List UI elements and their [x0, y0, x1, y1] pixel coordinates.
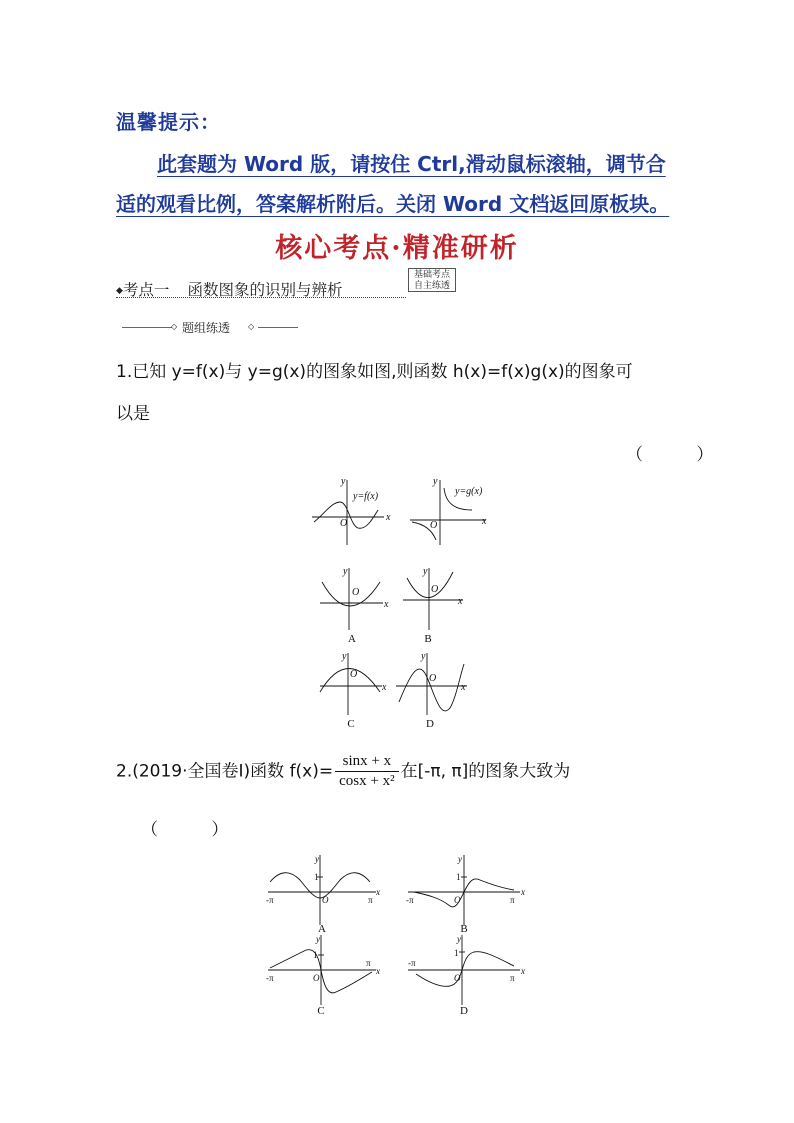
- q2-axis-x: x: [521, 887, 525, 897]
- q1-axis-x: x: [482, 516, 487, 527]
- q1-axis-x: x: [386, 512, 391, 523]
- q1-axis-x: x: [382, 682, 387, 693]
- q1-line-2: 以是: [116, 404, 150, 424]
- q1-axis-y: y: [421, 651, 426, 662]
- q2-one: 1: [454, 948, 459, 958]
- q2-figure: [258, 850, 538, 1020]
- q2-neg-pi: -π: [406, 895, 414, 905]
- badge: [408, 268, 456, 292]
- q1-option-b: B: [424, 633, 432, 645]
- section-title: 核心考点·精准研析: [275, 233, 519, 264]
- q2-option-c: C: [317, 1005, 325, 1017]
- kaodian-title: 函数图象的识别与辨析: [187, 281, 343, 299]
- q1-g-label: y=g(x): [455, 486, 483, 497]
- diamond-icon: ◇: [248, 322, 255, 331]
- q1-figure: [300, 470, 510, 740]
- q1-origin: O: [430, 520, 438, 531]
- diamond-icon: ◆: [116, 286, 123, 296]
- q2-axis-y: y: [457, 934, 461, 944]
- q2-axis-x: x: [376, 887, 380, 897]
- badge-line-1: 基础考点: [413, 270, 450, 280]
- q2-axis-y: y: [315, 854, 319, 864]
- q2-one: 1: [456, 872, 461, 882]
- q2-axis-y: y: [316, 934, 320, 944]
- subhead: 题组练透: [182, 321, 231, 335]
- q1-axis-y: y: [423, 566, 428, 577]
- q2-option-b: B: [460, 923, 468, 935]
- q2-origin: O: [454, 895, 461, 905]
- q1-axis-y: y: [433, 476, 438, 487]
- q2-axis-y: y: [458, 854, 462, 864]
- q1-origin: O: [352, 587, 360, 598]
- subhead-line-left: [122, 327, 172, 328]
- q2-pi: π: [510, 973, 515, 983]
- q1-axis-y: y: [342, 651, 347, 662]
- q2-numerator: sinx + x: [335, 753, 398, 772]
- tip-line-1: 此套题为 Word 版，请按住 Ctrl,滑动鼠标滚轴，调节合: [157, 152, 666, 176]
- q1-origin: O: [340, 518, 348, 529]
- q1-axis-y: y: [341, 476, 346, 487]
- q1-origin: O: [431, 584, 439, 595]
- q1-answer-paren: （ ）: [626, 445, 738, 465]
- subhead-line-right: [258, 327, 298, 328]
- q2-neg-pi: -π: [408, 958, 416, 968]
- q2-option-d: D: [460, 1005, 468, 1017]
- q2-pi: π: [366, 958, 371, 968]
- q2-origin: O: [322, 895, 329, 905]
- q2-suffix: 在[-π, π]的图象大致为: [400, 761, 571, 782]
- kaodian-label: 考点一: [122, 281, 170, 299]
- q1-f-label: y=f(x): [353, 491, 379, 502]
- kaodian-underline: [116, 297, 406, 298]
- q2-one: 1: [314, 872, 319, 882]
- q1-origin: O: [429, 673, 437, 684]
- q2-axis-x: x: [521, 966, 525, 976]
- q2-option-a: A: [318, 923, 326, 935]
- q2-denominator: cosx + x²: [339, 773, 395, 789]
- q2-neg-pi: -π: [266, 973, 274, 983]
- q2-origin: O: [313, 973, 320, 983]
- q2-stem: [116, 753, 570, 790]
- q2-fraction: [335, 753, 398, 790]
- q2-axis-x: x: [376, 966, 380, 976]
- q2-pi: π: [510, 895, 515, 905]
- tip-title: 温馨提示：: [116, 110, 221, 134]
- q2-answer-paren: （ ）: [141, 820, 253, 840]
- diamond-icon: ◇: [171, 322, 178, 331]
- q2-origin: O: [454, 973, 461, 983]
- q1-axis-x: x: [384, 599, 389, 610]
- q1-option-a: A: [348, 633, 356, 645]
- q2-neg-pi: -π: [266, 895, 274, 905]
- badge-line-2: 自主练透: [413, 281, 450, 291]
- q1-option-c: C: [347, 718, 355, 730]
- q2-prefix: 2.(2019·全国卷Ⅰ)函数 f(x)=: [116, 761, 334, 782]
- tip-line-2: 适的观看比例，答案解析附后。关闭 Word 文档返回原板块。: [116, 192, 670, 216]
- q1-axis-y: y: [343, 566, 348, 577]
- q1-option-d: D: [426, 718, 434, 730]
- q1-line-1: 1.已知 y=f(x)与 y=g(x)的图象如图,则函数 h(x)=f(x)g(x)的图象可: [116, 362, 633, 382]
- q1-axis-x: x: [458, 596, 463, 607]
- q2-one: 1: [313, 950, 318, 960]
- q2-pi: π: [368, 895, 373, 905]
- q1-axis-x: x: [461, 682, 466, 693]
- q1-origin: O: [350, 669, 358, 680]
